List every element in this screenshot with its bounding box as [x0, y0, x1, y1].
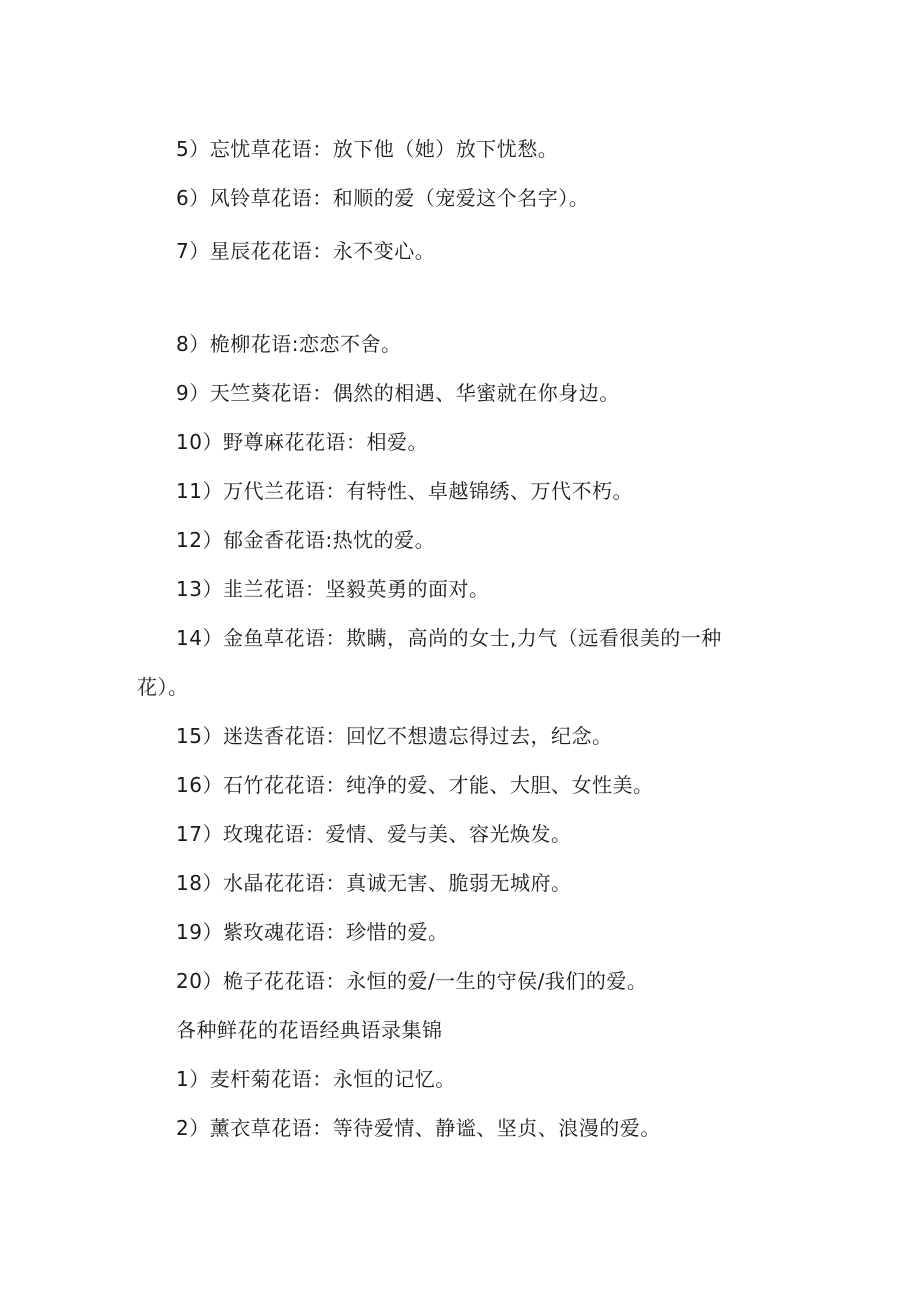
text-line: 16）石竹花花语：纯净的爱、才能、大胆、女性美。 — [176, 773, 654, 797]
text-line: 15）迷迭香花语：回忆不想遗忘得过去，纪念。 — [176, 724, 613, 748]
text-line: 19）紫玫魂花语：珍惜的爱。 — [176, 920, 449, 944]
text-line: 7）星辰花花语：永不变心。 — [176, 239, 436, 263]
text-line: 6）风铃草花语：和顺的爱（宠爱这个名字）。 — [176, 186, 590, 210]
text-line: 17）玫瑰花语：爱情、爱与美、容光焕发。 — [176, 822, 572, 846]
text-line: 9）天竺葵花语：偶然的相遇、华蜜就在你身边。 — [176, 381, 620, 405]
text-line: 12）郁金香花语:热忱的爱。 — [176, 528, 436, 552]
text-line: 13）韭兰花语：坚毅英勇的面对。 — [176, 577, 490, 601]
text-line: 8）桅柳花语:恋恋不舍。 — [176, 332, 402, 356]
text-line: 11）万代兰花语：有特性、卓越锦绣、万代不朽。 — [176, 479, 633, 503]
text-line: 5）忘忧草花语：放下他（她）放下忧愁。 — [176, 137, 559, 161]
text-line: 20）桅子花花语：永恒的爱/一生的守侯/我们的爱。 — [176, 969, 648, 993]
text-line-continuation: 花）。 — [137, 675, 189, 699]
section-heading: 各种鲜花的花语经典语录集锦 — [176, 1018, 443, 1042]
text-line: 18）水晶花花语：真诚无害、脆弱无城府。 — [176, 871, 572, 895]
text-line: 1）麦杆菊花语：永恒的记忆。 — [176, 1067, 456, 1091]
text-line: 2）薰衣草花语：等待爱情、静谧、坚贞、浪漫的爱。 — [176, 1116, 661, 1140]
text-line: 10）野尊麻花花语：相爱。 — [176, 430, 428, 454]
text-line: 14）金鱼草花语：欺瞒，高尚的女士,力气（远看很美的一种 — [176, 626, 722, 650]
